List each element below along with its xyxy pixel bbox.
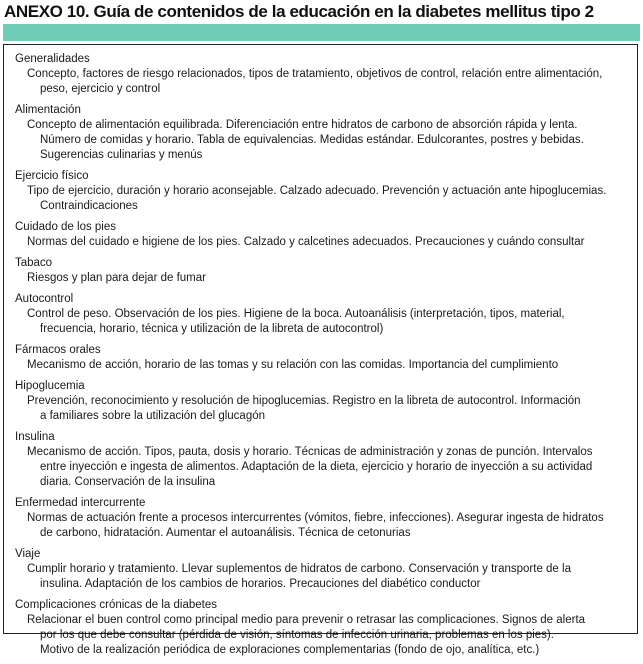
- section-heading: Enfermedad intercurrente: [15, 497, 146, 509]
- section-text-line: Mecanismo de acción, horario de las tomas y su relación con las comidas. Importancia del cumplimiento: [27, 359, 559, 371]
- section-text-line: Control de peso. Observación de los pies. Higiene de la boca. Autoanálisis (interpretación, tipos, material,: [27, 308, 565, 320]
- section: [15, 220, 633, 250]
- section: [15, 430, 633, 490]
- section: [15, 547, 633, 592]
- section-heading: Fármacos orales: [15, 344, 101, 356]
- section-text-line: entre inyección e ingesta de alimentos. Adaptación de la dieta, ejercicio y horario de inyección a su actividad: [40, 461, 593, 473]
- section-heading: Ejercicio físico: [15, 170, 89, 182]
- section-text-line: Contraindicaciones: [40, 200, 138, 212]
- section-heading: Insulina: [15, 431, 55, 443]
- section-text-line: por los que debe consultar (pérdida de visión, síntomas de infección urinaria, problemas en los pies).: [40, 629, 554, 641]
- section-text-line: Tipo de ejercicio, duración y horario aconsejable. Calzado adecuado. Prevención y actuación ante hipoglucemias.: [27, 185, 607, 197]
- section-text-line: Concepto, factores de riesgo relacionados, tipos de tratamiento, objetivos de control, relación entre alimentación,: [27, 68, 603, 80]
- section-text-line: Riesgos y plan para dejar de fumar: [27, 272, 206, 284]
- section-text-line: Mecanismo de acción. Tipos, pauta, dosis y horario. Técnicas de administración y zonas de punción. Intervalos: [27, 446, 593, 458]
- section: [15, 496, 633, 541]
- section-text-line: Cumplir horario y tratamiento. Llevar suplementos de hidratos de carbono. Conservación y transporte de la: [27, 563, 571, 575]
- sections-list: [15, 52, 633, 664]
- section-text-line: a familiares sobre la utilización del glucagón: [40, 410, 266, 422]
- section-text-line: diaria. Conservación de la insulina: [40, 476, 216, 488]
- section: [15, 52, 633, 97]
- title-band: [3, 24, 640, 41]
- section-text-line: Motivo de la realización periódica de exploraciones complementarias (fondo de ojo, analítica, etc.): [40, 644, 540, 656]
- section-heading: Tabaco: [15, 257, 53, 269]
- section: [15, 343, 633, 373]
- section: [15, 103, 633, 163]
- section-heading: Generalidades: [15, 53, 90, 65]
- section-heading: Complicaciones crónicas de la diabetes: [15, 599, 217, 611]
- section-text-line: Sugerencias culinarias y menús: [40, 149, 203, 161]
- section: [15, 598, 633, 658]
- section: [15, 169, 633, 214]
- section-text-line: Número de comidas y horario. Tabla de equivalencias. Medidas estándar. Edulcorantes, postres y bebidas.: [40, 134, 584, 146]
- section-heading: Autocontrol: [15, 293, 74, 305]
- section-text-line: insulina. Adaptación de los cambios de horarios. Precauciones del diabético conductor: [40, 578, 481, 590]
- section-text-line: Normas de actuación frente a procesos intercurrentes (vómitos, fiebre, infecciones). Asegurar ingesta de hidratos: [27, 512, 604, 524]
- section-heading: Hipoglucemia: [15, 380, 85, 392]
- section-heading: Viaje: [15, 548, 41, 560]
- page-title: ANEXO 10. Guía de contenidos de la educación en la diabetes mellitus tipo 2: [4, 2, 594, 21]
- section-text-line: Normas del cuidado e higiene de los pies. Calzado y calcetines adecuados. Precauciones y cuándo consultar: [27, 236, 585, 248]
- section-text-line: Relacionar el buen control como principal medio para prevenir o retrasar las complicaciones. Signos de alerta: [27, 614, 586, 626]
- section-text-line: peso, ejercicio y control: [40, 83, 161, 95]
- section-text-line: Prevención, reconocimiento y resolución de hipoglucemias. Registro en la libreta de autocontrol. Información: [27, 395, 581, 407]
- section-heading: Alimentación: [15, 104, 81, 116]
- section: [15, 379, 633, 424]
- section-text-line: frecuencia, horario, técnica y utilización de la libreta de autocontrol): [40, 323, 384, 335]
- section-text-line: de carbono, hidratación. Aumentar el autoanálisis. Técnica de cetonurias: [40, 527, 411, 539]
- section-heading: Cuidado de los pies: [15, 221, 117, 233]
- section: [15, 256, 633, 286]
- section: [15, 292, 633, 337]
- section-text-line: Concepto de alimentación equilibrada. Diferenciación entre hidratos de carbono de absorción rápida y lenta.: [27, 119, 578, 131]
